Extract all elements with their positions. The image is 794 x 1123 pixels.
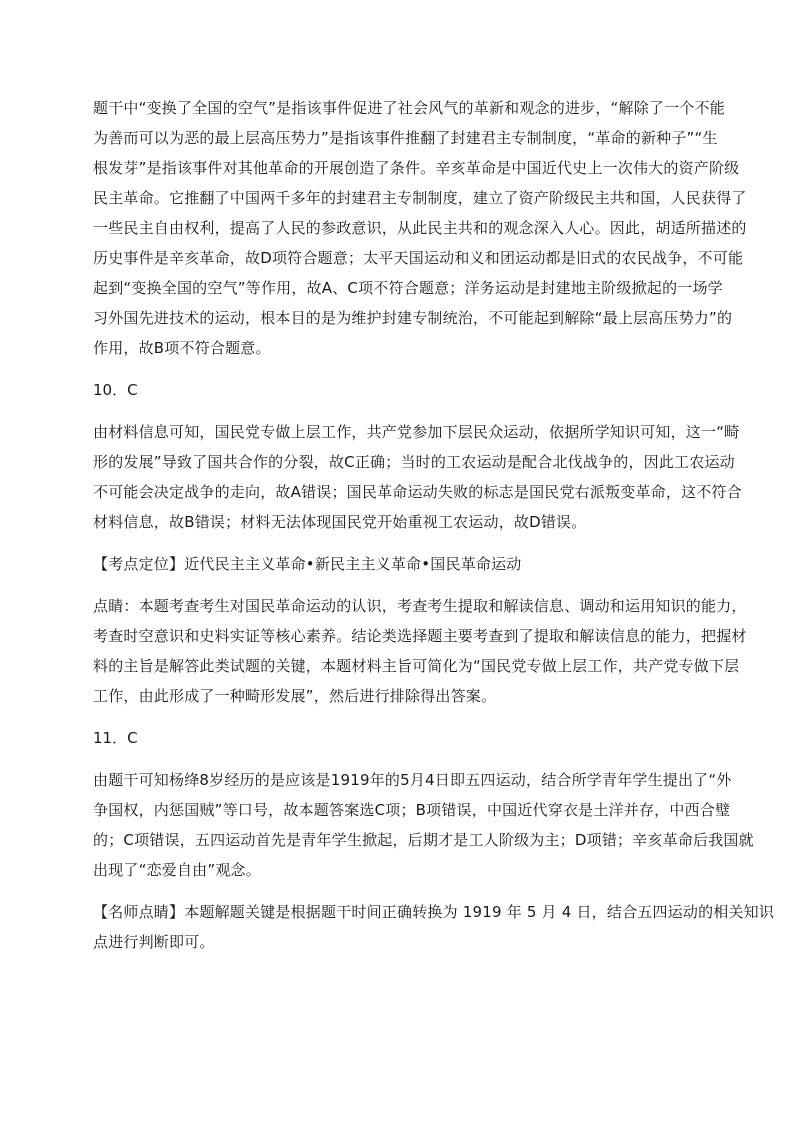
text-line: 点睛：本题考查考生对国民革命运动的认识，考查考生提取和解读信息、调动和运用知识的能力， [93, 597, 747, 615]
text-line: 习外国先进技术的运动，根本目的是为维护封建专制统治，不可能起到解除“最上层高压势力”的 [93, 309, 733, 327]
text-line: 【名师点睛】本题解题关键是根据题干时间正确转换为 1919 年 5 月 4 日，结合五四运动的相关知识 [93, 903, 775, 921]
text-line: 为善而可以为恶的最上层高压势力”是指该事件推翻了封建君主专制制度，“革命的新种子”“生 [93, 129, 718, 147]
text-line: 的；C项错误，五四运动首先是青年学生掀起，后期才是工人阶级为主；D项错；辛亥革命后我国就 [93, 831, 754, 849]
exam-point-location [93, 549, 705, 579]
document-page [93, 93, 775, 957]
text-line: 材料信息，故B错误；材料无法体现国民党开始重视工农运动，故D错误。 [93, 513, 587, 531]
text-line: 历史事件是辛亥革命，故D项符合题意；太平天国运动和义和团运动都是旧式的农民战争，不可能 [93, 249, 744, 267]
text-line: 争国权，内惩国贼”等口号，故本题答案选C项；B项错误，中国近代穿衣是土洋并存，中西合璧 [93, 801, 731, 819]
text-line: 工作，由此形成了一种畸形发展”，然后进行排除得出答案。 [93, 687, 497, 705]
text-line: 考查时空意识和史料实证等核心素养。结论类选择题主要考查到了提取和解读信息的能力，把握材 [93, 627, 747, 645]
text-line: 点进行判断即可。 [93, 933, 215, 951]
answer-9-explanation [93, 93, 747, 363]
text-line: 不可能会决定战争的走向，故A错误；国民革命运动失败的标志是国民党右派叛变革命，这不符合 [93, 483, 742, 501]
teacher-commentary [93, 897, 775, 957]
text-line: 民主革命。它推翻了中国两千多年的封建君主专制制度，建立了资产阶级民主共和国，人民获得了 [93, 189, 747, 207]
text-line: 出现了“恋爱自由”观念。 [93, 861, 261, 879]
answer-10-explanation [93, 417, 742, 537]
question-number-11: 11．C [93, 729, 138, 747]
text-line: 由材料信息可知，国民党专做上层工作，共产党参加下层民众运动，依据所学知识可知，这一“畸 [93, 423, 740, 441]
text-line: 【考点定位】近代民主主义革命•新民主主义革命•国民革命运动 [93, 555, 522, 573]
question-number-10: 10．C [93, 381, 138, 399]
answer-10-commentary [93, 591, 747, 711]
text-line: 一些民主自由权利，提高了人民的参政意识，从此民主共和的观念深入人心。因此，胡适所描述的 [93, 219, 747, 237]
text-line: 根发芽”是指该事件对其他革命的开展创造了条件。辛亥革命是中国近代史上一次伟大的资产阶级 [93, 159, 740, 177]
text-line: 作用，故B项不符合题意。 [93, 339, 271, 357]
answer-11-explanation [93, 765, 754, 885]
text-line: 由题干可知杨绛8岁经历的是应该是1919年的5月4日即五四运动，结合所学青年学生提出了“外 [93, 771, 732, 789]
text-line: 形的发展”导致了国共合作的分裂，故C正确；当时的工农运动是配合北伐战争的，因此工农运动 [93, 453, 735, 471]
text-line: 料的主旨是解答此类试题的关键，本题材料主旨可简化为“国民党专做上层工作，共产党专做下层 [93, 657, 740, 675]
text-line: 起到“变换全国的空气”等作用，故A、C项不符合题意；洋务运动是封建地主阶级掀起的一场学 [93, 279, 723, 297]
text-line: 题干中“变换了全国的空气”是指该事件促进了社会风气的革新和观念的进步，“解除了一个不能 [93, 99, 725, 117]
